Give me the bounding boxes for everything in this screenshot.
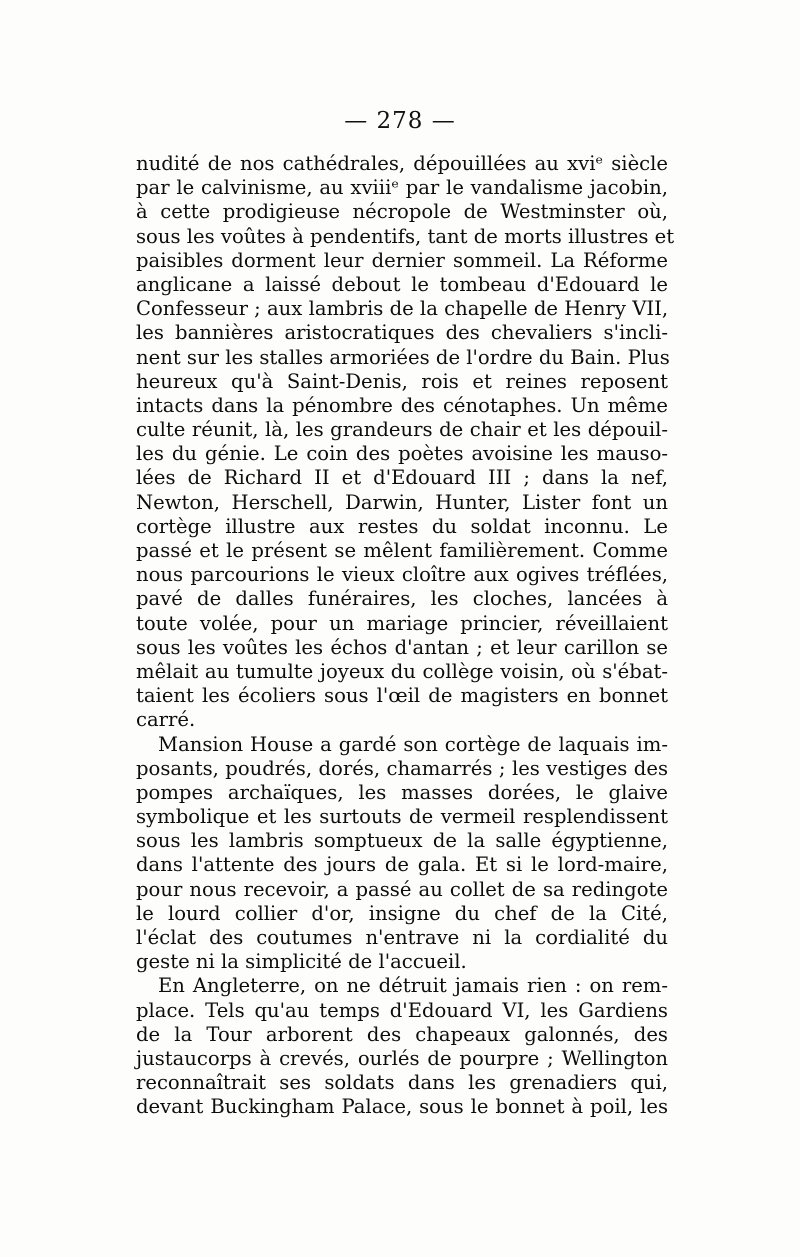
- page-number: — 278 —: [344, 108, 456, 134]
- text-line: justaucorps à crevés, ourlés de pourpre ; Wellington: [136, 1046, 668, 1070]
- text-line: reconnaîtrait ses soldats dans les grenadiers qui,: [136, 1071, 668, 1095]
- text-line: les du génie. Le coin des poètes avoisine les mauso-: [136, 442, 668, 466]
- text-line: anglicane a laissé debout le tombeau d'Edouard le: [136, 272, 668, 296]
- text-line: l'éclat des coutumes n'entrave ni la cordialité du: [136, 926, 668, 949]
- text-line: paisibles dorment leur dernier sommeil. La Réforme: [136, 248, 668, 272]
- text-line: heureux qu'à Saint-Denis, rois et reines reposent: [136, 369, 668, 393]
- text-line: En Angleterre, on ne détruit jamais rien : on rem-: [158, 974, 668, 998]
- text-line: pour nous recevoir, a passé au collet de sa redingote: [136, 877, 668, 901]
- text-line: cortège illustre aux restes du soldat inconnu. Le: [136, 514, 668, 538]
- text-line: taient les écoliers sous l'œil de magisters en bonnet: [136, 684, 668, 708]
- text-line: devant Buckingham Palace, sous le bonnet à poil, les: [136, 1095, 668, 1119]
- text-line: Newton, Herschell, Darwin, Hunter, Lister font un: [136, 490, 668, 514]
- text-line: pompes archaïques, les masses dorées, le glaive: [136, 780, 668, 804]
- text-line: carré.: [136, 708, 196, 732]
- text-line: à cette prodigieuse nécropole de Westminster où,: [136, 200, 668, 224]
- text-line: symbolique et les surtouts de vermeil resplendissent: [136, 805, 668, 829]
- text-line: Confesseur ; aux lambris de la chapelle de Henry VII,: [136, 297, 669, 321]
- text-line: dans l'attente des jours de gala. Et si le lord-maire,: [136, 853, 668, 877]
- text-line: pavé de dalles funéraires, les cloches, lancées à: [136, 587, 668, 611]
- text-line: geste ni la simplicité de l'accueil.: [136, 950, 467, 974]
- text-line: sous les voûtes les échos d'antan ; et leur carillon se: [136, 635, 668, 659]
- text-line: nent sur les stalles armoriées de l'ordre du Bain. Plus: [136, 345, 670, 369]
- text-line: le lourd collier d'or, insigne du chef de la Cité,: [136, 901, 668, 925]
- text-line: sous les lambris somptueux de la salle égyptienne,: [136, 829, 668, 853]
- text-line: les bannières aristocratiques des chevaliers s'incli-: [136, 321, 668, 345]
- text-line: intacts dans la pénombre des cénotaphes. Un même: [136, 393, 668, 417]
- text-line: lées de Richard II et d'Edouard III ; dans la nef,: [136, 466, 668, 490]
- text-line: posants, poudrés, dorés, chamarrés ; les vestiges des: [136, 756, 668, 780]
- body-text: [136, 152, 675, 1120]
- text-line: nudité de nos cathédrales, dépouillées au xviᵉ siècle: [136, 152, 668, 175]
- text-line: Mansion House a gardé son cortège de laquais im-: [158, 732, 668, 756]
- text-line: par le calvinisme, au xviiiᵉ par le vandalisme jacobin,: [136, 176, 668, 200]
- text-line: de la Tour arborent des chapeaux galonnés, des: [136, 1022, 668, 1046]
- text-line: culte réunit, là, les grandeurs de chair et les dépouil-: [136, 418, 668, 442]
- text-line: place. Tels qu'au temps d'Edouard VI, les Gardiens: [136, 998, 668, 1022]
- text-line: mêlait au tumulte joyeux du collège voisin, où s'ébat-: [136, 659, 668, 683]
- text-line: toute volée, pour un mariage princier, réveillaient: [136, 611, 668, 635]
- text-line: passé et le présent se mêlent familièrement. Comme: [136, 539, 668, 562]
- text-line: sous les voûtes à pendentifs, tant de morts illustres et: [136, 224, 675, 248]
- text-line: nous parcourions le vieux cloître aux ogives tréflées,: [136, 563, 668, 587]
